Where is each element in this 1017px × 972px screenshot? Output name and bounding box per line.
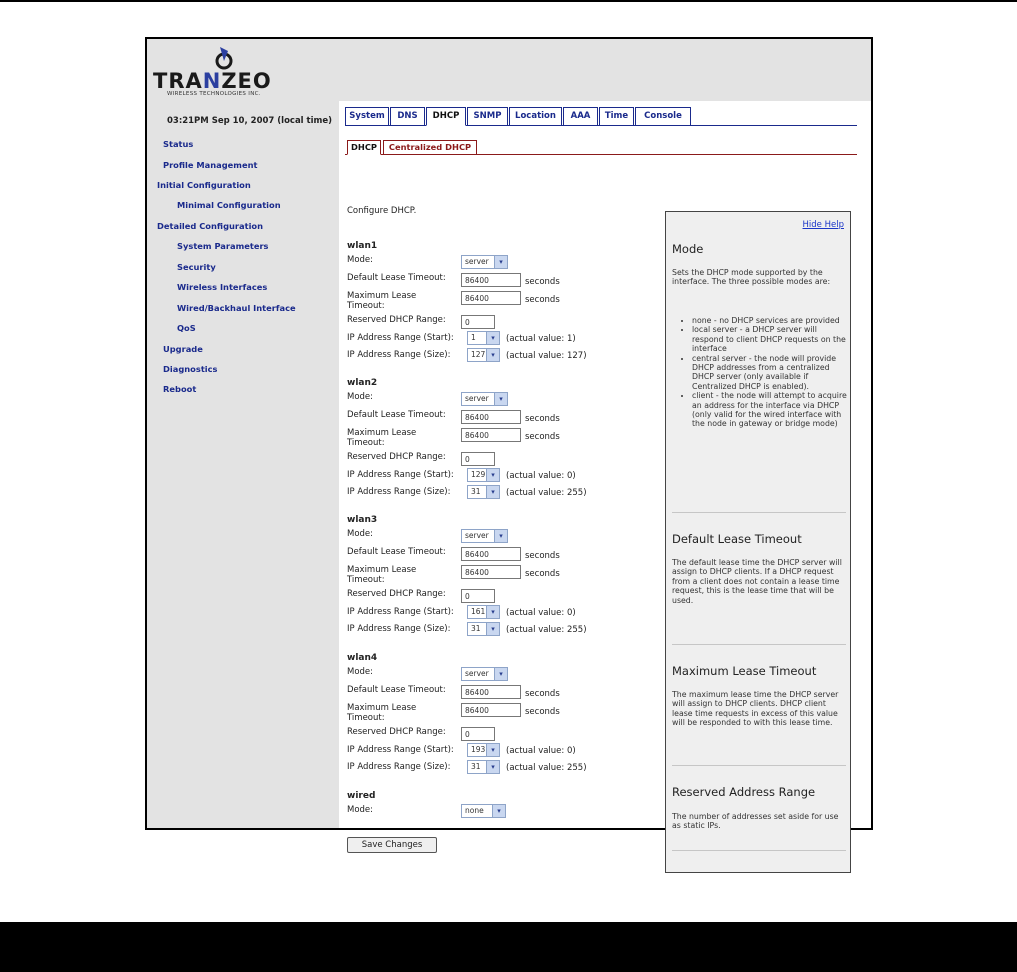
ip-start-actual: (actual value: 0): [506, 608, 576, 618]
help-mode-list: [672, 316, 848, 429]
ip-start-select[interactable]: 161 ▾: [467, 605, 500, 619]
help-text-reserved: The number of addresses set aside for use as static IPs.: [672, 812, 839, 831]
chevron-down-icon: ▾: [494, 393, 507, 405]
divider: [672, 512, 846, 513]
ip-size-select[interactable]: 31 ▾: [467, 485, 500, 499]
max-lease-label-cont: Timeout:: [347, 301, 385, 311]
nav-wireless-interfaces[interactable]: Wireless Interfaces: [177, 282, 268, 292]
ip-size-actual: (actual value: 127): [506, 351, 587, 361]
ip-size-actual: (actual value: 255): [506, 625, 587, 635]
reserved-input[interactable]: 0: [461, 589, 495, 603]
max-lease-label-cont: Timeout:: [347, 713, 385, 723]
list-item: • central server - the node will provide DHCP addresses from a centralized DHCP server (only available if Centralized DHCP is enabled).: [692, 354, 848, 392]
nav-security[interactable]: Security: [177, 262, 216, 272]
section-title: wlan3: [347, 515, 378, 525]
bottom-bar: [0, 922, 1017, 972]
max-lease-input[interactable]: 86400: [461, 291, 521, 305]
ip-start-actual: (actual value: 0): [506, 746, 576, 756]
nav-detailed-configuration[interactable]: Detailed Configuration: [157, 221, 264, 231]
tab-location[interactable]: Location: [509, 107, 562, 126]
mode-label: Mode:: [347, 805, 374, 815]
ip-start-select[interactable]: 1 ▾: [467, 331, 500, 345]
default-lease-input[interactable]: 86400: [461, 273, 521, 287]
max-lease-label-cont: Timeout:: [347, 575, 385, 585]
chevron-down-icon: ▾: [486, 606, 499, 618]
default-lease-input[interactable]: 86400: [461, 685, 521, 699]
nav-status[interactable]: Status: [163, 139, 194, 149]
mode-label: Mode:: [347, 667, 374, 677]
help-title-default-lease: Default Lease Timeout: [672, 532, 802, 546]
header: [147, 39, 871, 101]
nav-reboot[interactable]: Reboot: [163, 384, 197, 394]
seconds-label: seconds: [525, 295, 560, 305]
list-item: • none - no DHCP services are provided: [692, 316, 848, 325]
nav-diagnostics[interactable]: Diagnostics: [163, 364, 218, 374]
subtab-underline: [345, 154, 857, 155]
max-lease-label: Maximum Lease: [347, 565, 417, 575]
chevron-down-icon: ▾: [486, 332, 499, 344]
chevron-down-icon: ▾: [494, 668, 507, 680]
mode-select[interactable]: none ▾: [461, 804, 506, 818]
ip-start-label: IP Address Range (Start):: [347, 470, 454, 480]
subtab-dhcp[interactable]: DHCP: [347, 140, 381, 155]
chevron-down-icon: ▾: [486, 623, 499, 635]
help-title-max-lease: Maximum Lease Timeout: [672, 664, 817, 678]
default-lease-label: Default Lease Timeout:: [347, 410, 446, 420]
mode-label: Mode:: [347, 392, 374, 402]
tab-time[interactable]: Time: [599, 107, 634, 126]
list-item: • client - the node will attempt to acquire an address for the interface via DHCP (only valid for the wired interface with the node in gateway or bridge mode): [692, 391, 848, 429]
ip-size-select[interactable]: 31 ▾: [467, 760, 500, 774]
chevron-down-icon: ▾: [486, 486, 499, 498]
tab-snmp[interactable]: SNMP: [467, 107, 508, 126]
mode-label: Mode:: [347, 255, 374, 265]
section-title: wired: [347, 791, 376, 801]
seconds-label: seconds: [525, 277, 560, 287]
default-lease-label: Default Lease Timeout:: [347, 685, 446, 695]
seconds-label: seconds: [525, 707, 560, 717]
chevron-down-icon: ▾: [486, 761, 499, 773]
section-title: wlan2: [347, 378, 378, 388]
help-title-reserved: Reserved Address Range: [672, 785, 816, 799]
max-lease-label: Maximum Lease: [347, 428, 417, 438]
chevron-down-icon: ▾: [492, 805, 505, 817]
max-lease-input[interactable]: 86400: [461, 703, 521, 717]
nav-system-parameters[interactable]: System Parameters: [177, 241, 269, 251]
tranzeo-logo: [153, 45, 293, 97]
tab-dns[interactable]: DNS: [390, 107, 425, 126]
help-text-default-lease: The default lease time the DHCP server will assign to DHCP clients. If a DHCP request from a client does not contain a lease time request, this is the lease time that will be used.: [672, 558, 842, 605]
mode-select[interactable]: server ▾: [461, 392, 508, 406]
ip-start-select[interactable]: 129 ▾: [467, 468, 500, 482]
ip-size-label: IP Address Range (Size):: [347, 762, 451, 772]
seconds-label: seconds: [525, 414, 560, 424]
seconds-label: seconds: [525, 432, 560, 442]
ip-size-select[interactable]: 31 ▾: [467, 622, 500, 636]
divider: [672, 850, 846, 851]
chevron-down-icon: ▾: [486, 744, 499, 756]
logo-tagline: WIRELESS TECHNOLOGIES INC.: [167, 91, 261, 97]
divider: [672, 644, 846, 645]
ip-start-select[interactable]: 193 ▾: [467, 743, 500, 757]
list-item: • local server - a DHCP server will respond to client DHCP requests on the interface: [692, 325, 848, 353]
mode-label: Mode:: [347, 529, 374, 539]
reserved-label: Reserved DHCP Range:: [347, 589, 446, 599]
top-rule: [0, 0, 1017, 2]
help-title-mode: Mode: [672, 242, 704, 256]
tab-aaa[interactable]: AAA: [563, 107, 598, 126]
reserved-label: Reserved DHCP Range:: [347, 452, 446, 462]
mode-select[interactable]: server ▾: [461, 667, 508, 681]
nav-minimal-configuration[interactable]: Minimal Configuration: [177, 200, 281, 210]
ip-start-actual: (actual value: 1): [506, 334, 576, 344]
section-title: wlan4: [347, 653, 378, 663]
mode-select[interactable]: server ▾: [461, 529, 508, 543]
ip-size-actual: (actual value: 255): [506, 763, 587, 773]
ip-size-label: IP Address Range (Size):: [347, 350, 451, 360]
help-text-max-lease: The maximum lease time the DHCP server will assign to DHCP clients. DHCP client lease time requests in excess of this value will be responded to with this lease time.: [672, 690, 839, 728]
ip-size-select[interactable]: 127 ▾: [467, 348, 500, 362]
tab-console[interactable]: Console: [635, 107, 691, 126]
help-text-mode: Sets the DHCP mode supported by the interface. The three possible modes are:: [672, 268, 831, 287]
help-panel: [665, 211, 851, 873]
reserved-input[interactable]: 0: [461, 315, 495, 329]
local-time: 03:21PM Sep 10, 2007 (local time): [167, 116, 333, 126]
intro-text: Configure DHCP.: [347, 206, 417, 216]
seconds-label: seconds: [525, 689, 560, 699]
chevron-down-icon: ▾: [486, 469, 499, 481]
ip-size-label: IP Address Range (Size):: [347, 624, 451, 634]
nav-profile-management[interactable]: Profile Management: [163, 160, 258, 170]
seconds-label: seconds: [525, 569, 560, 579]
reserved-input[interactable]: 0: [461, 452, 495, 466]
max-lease-label: Maximum Lease: [347, 291, 417, 301]
nav-wired-backhaul-interface[interactable]: Wired/Backhaul Interface: [177, 303, 296, 313]
ip-start-label: IP Address Range (Start):: [347, 607, 454, 617]
ip-size-actual: (actual value: 255): [506, 488, 587, 498]
nav-qos[interactable]: QoS: [177, 323, 196, 333]
section-title: wlan1: [347, 241, 378, 251]
chevron-down-icon: ▾: [494, 256, 507, 268]
default-lease-input[interactable]: 86400: [461, 410, 521, 424]
hide-help-link[interactable]: Hide Help: [802, 220, 844, 230]
sidebar: [147, 101, 339, 828]
default-lease-input[interactable]: 86400: [461, 547, 521, 561]
tab-dhcp[interactable]: DHCP: [426, 107, 466, 126]
seconds-label: seconds: [525, 551, 560, 561]
ip-size-label: IP Address Range (Size):: [347, 487, 451, 497]
nav-upgrade[interactable]: Upgrade: [163, 344, 203, 354]
max-lease-input[interactable]: 86400: [461, 565, 521, 579]
ip-start-label: IP Address Range (Start):: [347, 745, 454, 755]
subtab-centralized-dhcp[interactable]: Centralized DHCP: [383, 140, 477, 155]
chevron-down-icon: ▾: [486, 349, 499, 361]
app-window: [145, 37, 873, 850]
divider: [672, 765, 846, 766]
default-lease-label: Default Lease Timeout:: [347, 273, 446, 283]
chevron-down-icon: ▾: [494, 530, 507, 542]
max-lease-label-cont: Timeout:: [347, 438, 385, 448]
default-lease-label: Default Lease Timeout:: [347, 547, 446, 557]
logo-wordmark: TRANZEO: [153, 69, 272, 93]
logo-mark-icon: [211, 45, 237, 71]
ip-start-label: IP Address Range (Start):: [347, 333, 454, 343]
reserved-label: Reserved DHCP Range:: [347, 727, 446, 737]
main-content: [339, 101, 871, 850]
max-lease-input[interactable]: 86400: [461, 428, 521, 442]
tab-system[interactable]: System: [345, 107, 389, 126]
tab-underline: [345, 125, 857, 126]
reserved-input[interactable]: 0: [461, 727, 495, 741]
reserved-label: Reserved DHCP Range:: [347, 315, 446, 325]
mode-select[interactable]: server ▾: [461, 255, 508, 269]
ip-start-actual: (actual value: 0): [506, 471, 576, 481]
max-lease-label: Maximum Lease: [347, 703, 417, 713]
nav-initial-configuration[interactable]: Initial Configuration: [157, 180, 251, 190]
save-changes-button[interactable]: Save Changes: [347, 837, 437, 853]
